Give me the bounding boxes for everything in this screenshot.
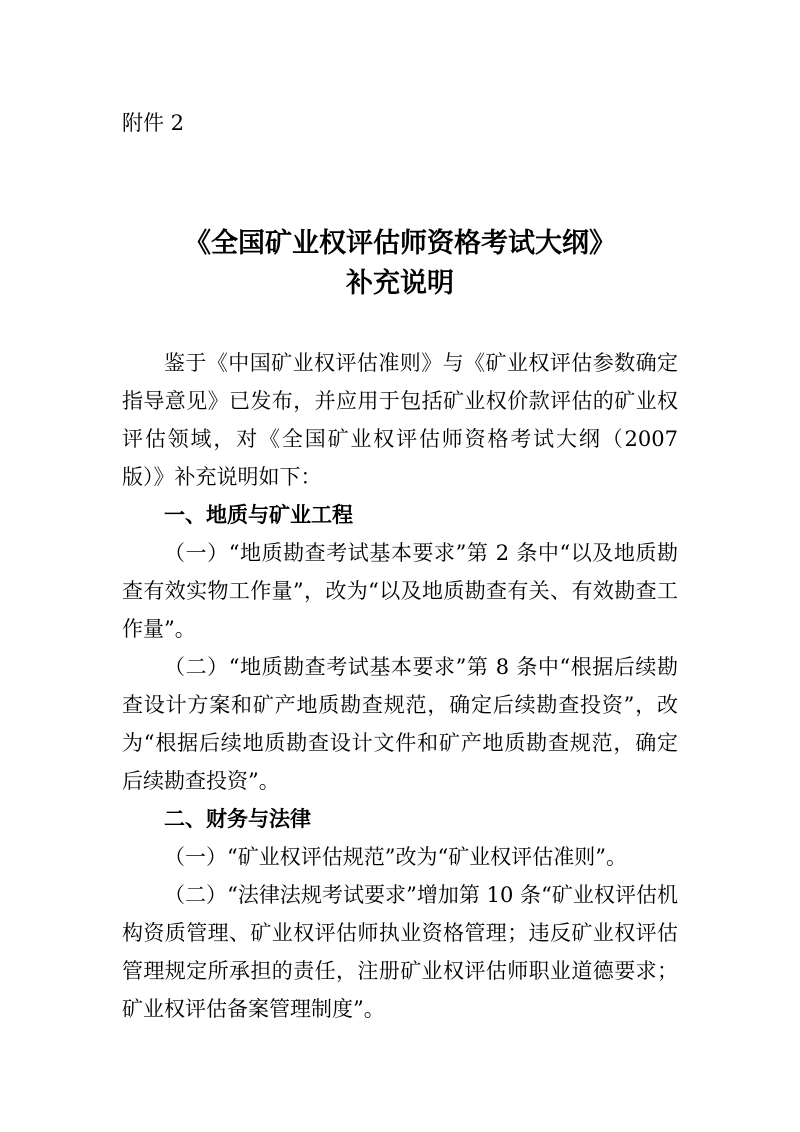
section-heading-finance-law: 二、财务与法律 (164, 807, 311, 831)
document-title: 《全国矿业权评估师资格考试大纲》 (184, 228, 616, 259)
section2-item1: （一）“矿业权评估规范”改为“矿业权评估准则”。 (164, 845, 627, 869)
section2-item2: （二）“法律法规考试要求”增加第 10 条“矿业权评估机构资质管理、矿业权评估师执业资格管理；违反矿业权评估管理规定所承担的责任，注册矿业权评估师职业道德要求；矿业权评估备案管理制度”。 (122, 883, 678, 1021)
section1-item2: （二）“地质勘查考试基本要求”第 8 条中“根据后续勘查设计方案和矿产地质勘查规范，确定后续勘查投资”，改为“根据后续地质勘查设计文件和矿产地质勘查规范，确定后续勘查投资”。 (122, 655, 678, 793)
intro-paragraph: 鉴于《中国矿业权评估准则》与《矿业权评估参数确定指导意见》已发布，并应用于包括矿业权价款评估的矿业权评估领域，对《全国矿业权评估师资格考试大纲（2007 版）》补充说明如下： (122, 351, 678, 489)
section-heading-geology: 一、地质与矿业工程 (164, 503, 353, 527)
section1-item1: （一）“地质勘查考试基本要求”第 2 条中“以及地质勘查有效实物工作量”，改为“以及地质勘查有关、有效勘查工作量”。 (122, 541, 678, 641)
attachment-label: 附件 2 (122, 111, 185, 135)
document-body (122, 344, 678, 1028)
document-subtitle: 补充说明 (346, 268, 454, 299)
